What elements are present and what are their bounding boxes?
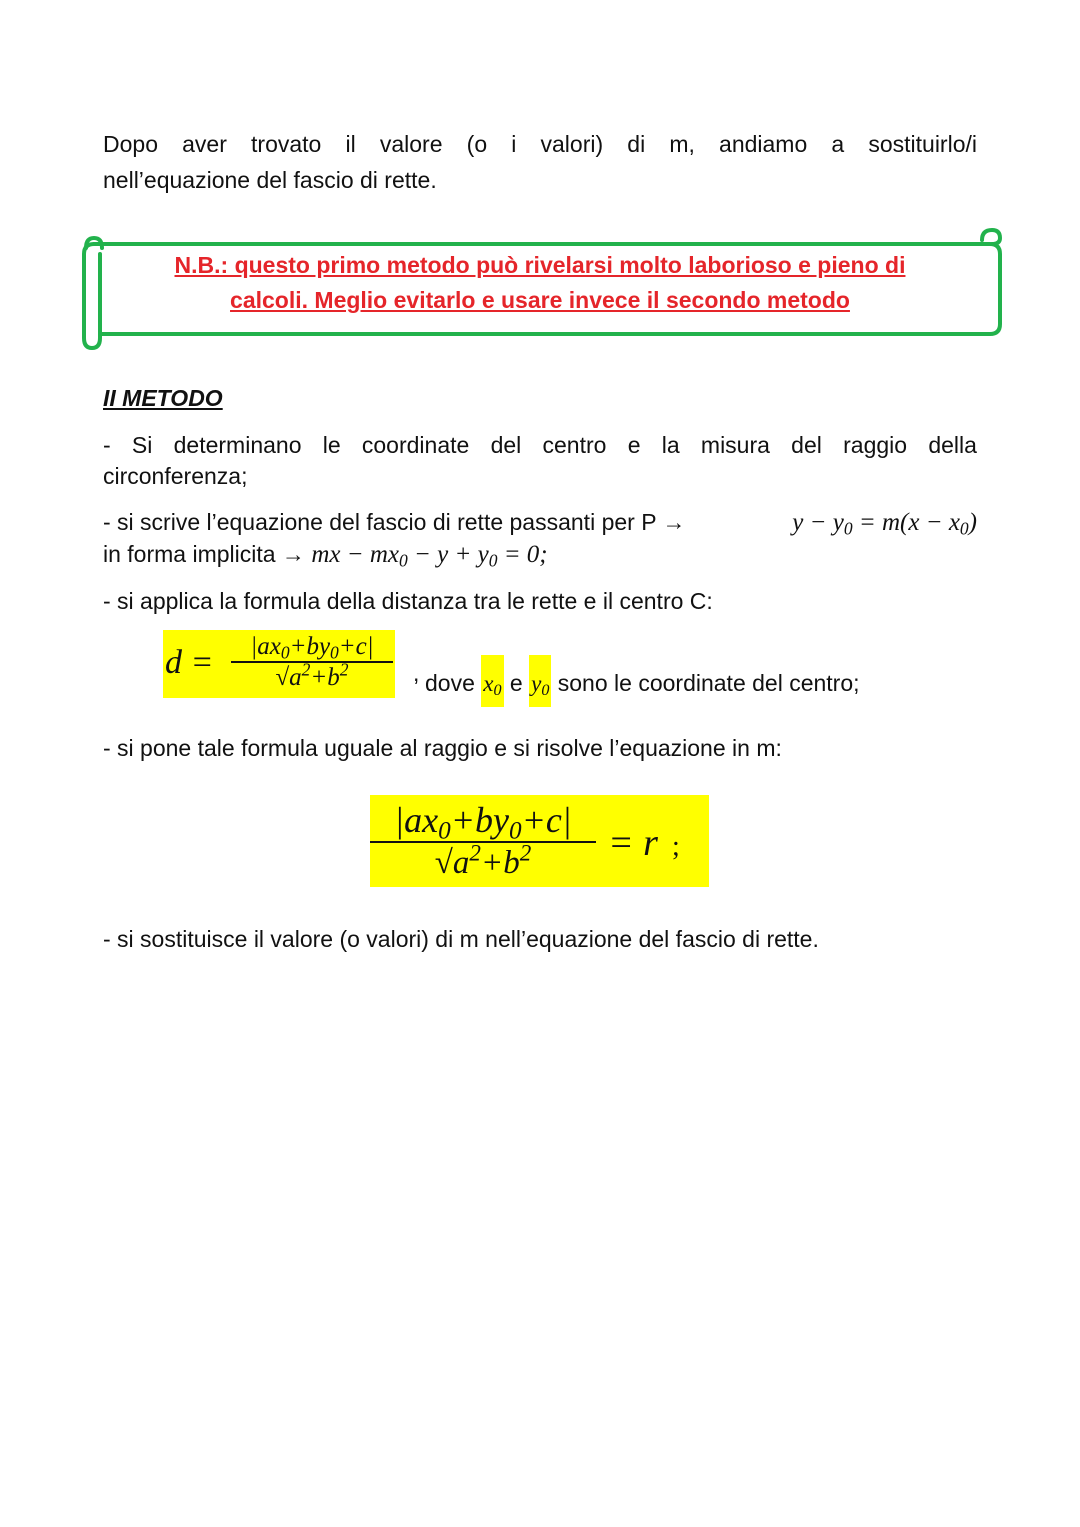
step4: - si pone tale formula uguale al raggio e si risolve l’equazione in m: [103,735,782,761]
word: la [661,432,680,458]
step5: - si sostituisce il valore (o valori) di m nell’equazione del fascio di rette. [103,926,819,952]
intro-line-2: nell’equazione del fascio di rette. [103,167,437,193]
step3: - si applica la formula della distanza tra le rette e il centro C: [103,588,713,614]
radius-denominator: $√a^2+b^2$ [434,839,532,881]
word: del [791,432,822,458]
note-line-1: N.B.: questo primo metodo può rivelarsi molto laborioso e pieno di [174,252,906,278]
distance-denominator: $√a^2+b^2$ [275,659,349,691]
fascio-equation: $y - y_0 = m(x - x_0)$ [792,509,977,539]
step2-line-2 [103,541,548,569]
section-title: II METODO [103,385,223,411]
step2-text: - si scrive l’equazione del fascio di rette passanti per P → [103,509,686,535]
word: aver [182,131,227,157]
distance-lhs: d = [165,644,214,681]
y0-symbol: $y_0$ [529,655,551,707]
word: (o [466,131,488,157]
word: determinano [173,432,302,458]
formula-comma: , [413,660,420,686]
distance-numerator: $|ax_0+by_0+c|$ [231,633,393,663]
word: Dopo [103,131,158,157]
step3-description: dove $x_0$ e $y_0$ sono le coordinate del centro; [425,655,860,707]
word: valore [379,131,443,157]
word: della [928,432,977,458]
radius-semicolon: ; [672,831,680,862]
x0-symbol: $x_0$ [481,655,503,707]
word: misura [700,432,770,458]
word: e [627,432,641,458]
radius-formula [370,795,709,887]
note-line-2: calcoli. Meglio evitarlo e usare invece il secondo metodo [230,287,850,313]
word: coordinate [361,432,470,458]
word: valori) [540,131,604,157]
step2-line2-text: in forma implicita → [103,541,312,567]
word: - [103,432,111,458]
word: di [627,131,646,157]
radius-rhs: = r [608,822,658,864]
word: a [831,131,845,157]
radius-numerator: $|ax_0+by_0+c|$ [370,799,596,843]
word: andiamo [719,131,808,157]
word: i [511,131,517,157]
intro-line-1 [103,131,977,158]
step1-line-1 [103,432,977,459]
word: sostituirlo/i [868,131,977,157]
step2-line-1 [103,509,977,537]
implicit-equation: mx − $mx_0 - y + y_0 = 0$; [311,541,548,571]
word: centro [542,432,607,458]
word: Si [131,432,153,458]
word: m, [669,131,695,157]
distance-formula [163,630,395,698]
word: del [490,432,522,458]
step1-line-2: circonferenza; [103,463,248,489]
word: trovato [251,131,322,157]
word: raggio [843,432,908,458]
word: il [345,131,356,157]
word: le [322,432,341,458]
